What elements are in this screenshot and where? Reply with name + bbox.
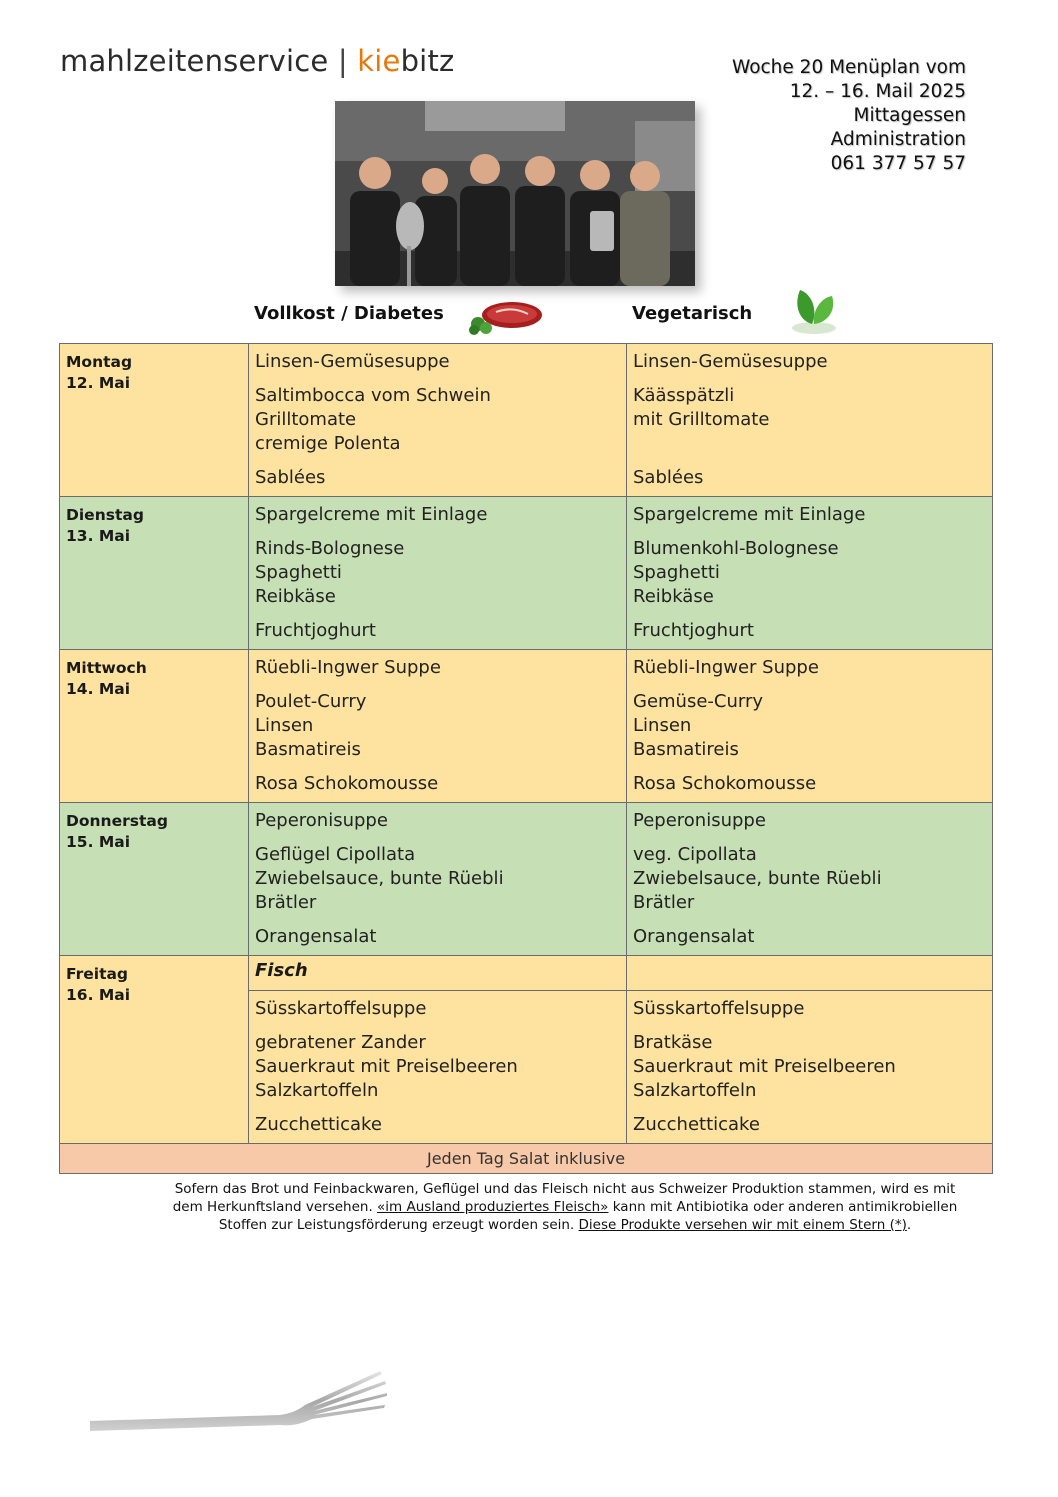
side-dish: Salzkartoffeln: [255, 1080, 379, 1101]
veg-menu: [627, 497, 993, 650]
meat-menu: [249, 991, 627, 1144]
day-cell: [60, 650, 249, 803]
day-date: 14. Mai: [66, 680, 131, 698]
dessert: Fruchtjoghurt: [255, 620, 376, 641]
dessert: Orangensalat: [255, 926, 377, 947]
veg-menu: [627, 803, 993, 956]
day-cell: [60, 956, 249, 1144]
fish-tag: Fisch: [249, 956, 627, 991]
footnote: [160, 1180, 970, 1234]
brand-part2b: bitz: [400, 44, 455, 78]
soup: Peperonisuppe: [255, 810, 388, 831]
empty-tag-cell: [627, 956, 993, 991]
soup: Süsskartoffelsuppe: [255, 998, 427, 1019]
day-name: Donnerstag: [66, 812, 168, 830]
day-date: 15. Mai: [66, 833, 131, 851]
steak-icon: [466, 298, 546, 336]
side-dish: Zwiebelsauce, bunte Rüebli: [633, 868, 882, 889]
dessert: Rosa Schokomousse: [633, 773, 817, 794]
dessert: Zucchetticake: [255, 1114, 382, 1135]
main-dish: veg. Cipollata: [633, 844, 757, 865]
soup: Peperonisuppe: [633, 810, 766, 831]
meat-menu: [249, 803, 627, 956]
header-admin: Administration: [830, 129, 966, 150]
day-row-tuesday: [60, 497, 993, 650]
main-dish: Blumenkohl-Bolognese: [633, 538, 839, 559]
day-date: 12. Mai: [66, 374, 131, 392]
day-row-thursday: [60, 803, 993, 956]
brand-part2a: kie: [357, 44, 401, 78]
side-dish: Salzkartoffeln: [633, 1080, 757, 1101]
chef-team-photo: [335, 101, 695, 286]
main-dish: Bratkäse: [633, 1032, 713, 1053]
main-dish: Saltimbocca vom Schwein: [255, 385, 491, 406]
side-dish: Linsen: [255, 715, 314, 736]
side-dish: Grilltomate: [255, 409, 357, 430]
day-cell: [60, 803, 249, 956]
header-info: [732, 56, 966, 176]
footnote-link-meat[interactable]: «im Ausland produziertes Fleisch»: [377, 1199, 609, 1215]
side-dish: Spaghetti: [255, 562, 342, 583]
salad-row: [60, 1144, 993, 1174]
dessert: Sablées: [255, 467, 326, 488]
footnote-link-star[interactable]: Diese Produkte versehen wir mit einem Stern (*): [578, 1217, 907, 1233]
footnote-text-1: Sofern das Brot und Feinbackwaren, Geflügel und das Fleisch nicht aus Schweizer Produktion stammen, wird es mit dem Herkunftsland versehen.: [172, 1181, 956, 1215]
day-name: Freitag: [66, 965, 129, 983]
header-dates: 12. – 16. Mail 2025: [789, 81, 966, 102]
dessert: Sablées: [633, 467, 704, 488]
menu-table: [59, 343, 993, 1174]
dessert: Zucchetticake: [633, 1114, 760, 1135]
side-dish: Zwiebelsauce, bunte Rüebli: [255, 868, 504, 889]
day-name: Montag: [66, 353, 133, 371]
dessert: Orangensalat: [633, 926, 755, 947]
veg-menu: [627, 344, 993, 497]
footnote-end: .: [906, 1217, 912, 1233]
footnote-text-2: kann mit Antibiotika oder anderen antimikrobiellen Stoffen zur Leistungsförderung erzeugt worden sein.: [218, 1199, 958, 1233]
main-dish: gebratener Zander: [255, 1032, 426, 1053]
side-dish: Sauerkraut mit Preiselbeeren: [633, 1056, 896, 1077]
soup: Linsen-Gemüsesuppe: [255, 351, 450, 372]
side-dish: Sauerkraut mit Preiselbeeren: [255, 1056, 518, 1077]
header-meal: Mittagessen: [853, 105, 966, 126]
day-name: Dienstag: [66, 506, 144, 524]
side-dish: mit Grilltomate: [633, 409, 770, 430]
column-heading-meat: Vollkost / Diabetes: [254, 303, 444, 324]
side-dish: [633, 432, 986, 456]
side-dish: Basmatireis: [633, 739, 739, 760]
brand-separator: |: [337, 44, 348, 78]
day-date: 16. Mai: [66, 986, 131, 1004]
main-dish: Geflügel Cipollata: [255, 844, 416, 865]
veg-menu: [627, 991, 993, 1144]
day-row-monday: [60, 344, 993, 497]
soup: Spargelcreme mit Einlage: [255, 504, 488, 525]
dessert: Fruchtjoghurt: [633, 620, 754, 641]
side-dish: cremige Polenta: [255, 433, 401, 454]
main-dish: Käässpätzli: [633, 385, 735, 406]
dessert: Rosa Schokomousse: [255, 773, 439, 794]
soup: Rüebli-Ingwer Suppe: [255, 657, 441, 678]
day-date: 13. Mai: [66, 527, 131, 545]
fork-icon: [90, 1365, 390, 1437]
soup: Linsen-Gemüsesuppe: [633, 351, 828, 372]
day-cell: [60, 497, 249, 650]
main-dish: Poulet-Curry: [255, 691, 367, 712]
soup: Rüebli-Ingwer Suppe: [633, 657, 819, 678]
brand-logo: [60, 44, 454, 78]
main-dish: Rinds-Bolognese: [255, 538, 405, 559]
side-dish: Brätler: [633, 892, 695, 913]
soup: Süsskartoffelsuppe: [633, 998, 805, 1019]
leaf-icon: [790, 284, 838, 336]
soup: Spargelcreme mit Einlage: [633, 504, 866, 525]
meat-menu: [249, 650, 627, 803]
day-name: Mittwoch: [66, 659, 147, 677]
side-dish: Reibkäse: [633, 586, 714, 607]
meat-menu: [249, 497, 627, 650]
column-heading-veg: Vegetarisch: [632, 303, 753, 324]
salad-note: Jeden Tag Salat inklusive: [60, 1144, 993, 1174]
side-dish: Linsen: [633, 715, 692, 736]
meat-menu: [249, 344, 627, 497]
day-cell: [60, 344, 249, 497]
side-dish: Spaghetti: [633, 562, 720, 583]
day-row-friday-tag: [60, 956, 993, 991]
veg-menu: [627, 650, 993, 803]
main-dish: Gemüse-Curry: [633, 691, 764, 712]
brand-part1: mahlzeitenservice: [60, 44, 329, 78]
day-row-wednesday: [60, 650, 993, 803]
side-dish: Brätler: [255, 892, 317, 913]
header-week: Woche 20 Menüplan vom: [731, 57, 966, 78]
header-phone: 061 377 57 57: [830, 153, 966, 174]
side-dish: Reibkäse: [255, 586, 336, 607]
side-dish: Basmatireis: [255, 739, 361, 760]
